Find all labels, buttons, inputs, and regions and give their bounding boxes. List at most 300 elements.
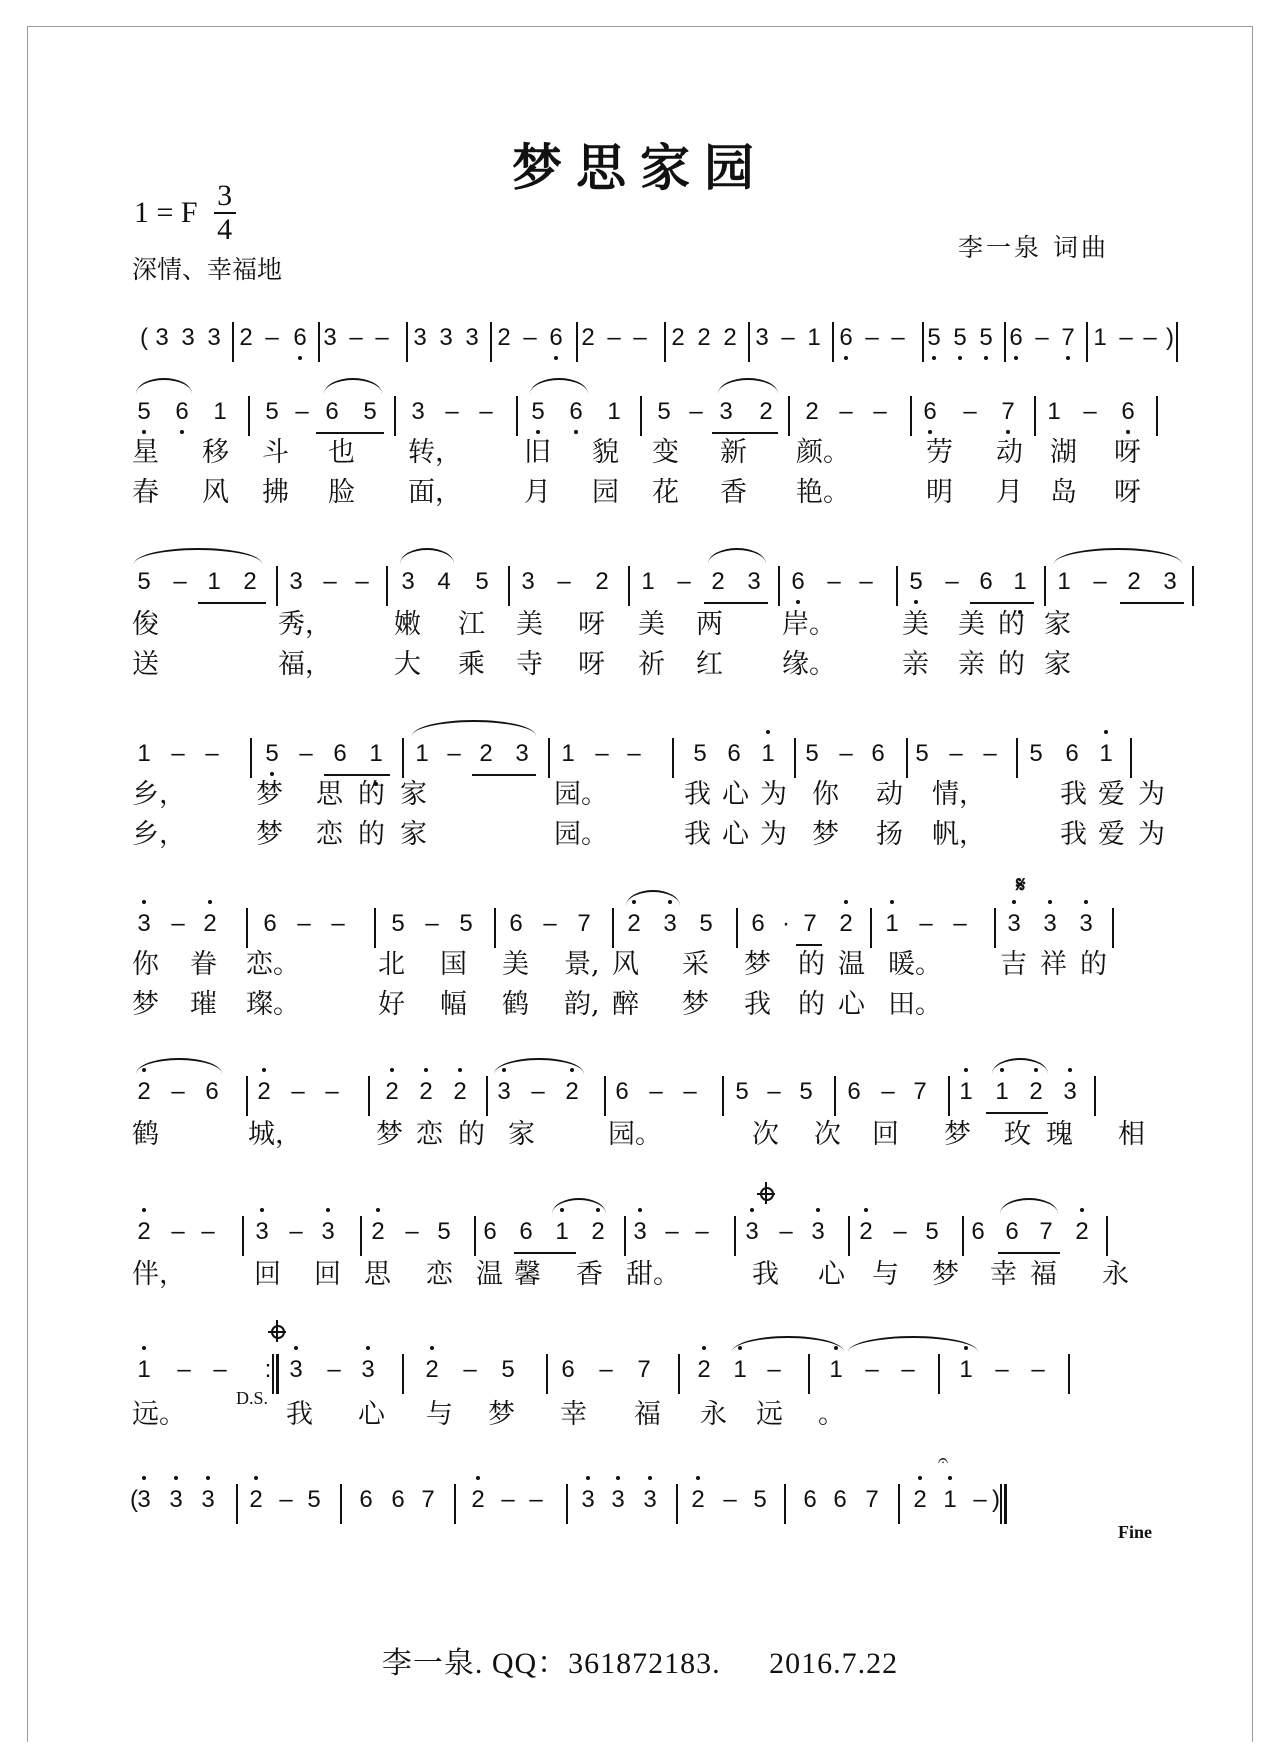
bar-line — [788, 396, 790, 436]
song-title: 梦思家园 — [512, 138, 768, 197]
note: 5 — [948, 318, 972, 358]
note: 3 — [606, 1480, 630, 1520]
lyric-syllable: 乡， — [132, 819, 186, 850]
note: 3 — [401, 568, 415, 595]
note: 5 — [974, 318, 998, 358]
lyric-syllable: 璀 — [190, 989, 217, 1020]
bar-line — [870, 908, 872, 948]
bar-line — [242, 1216, 244, 1256]
lyric-syllable: 动 — [996, 437, 1023, 468]
notation-symbol: – — [1083, 398, 1097, 425]
eighth-note-beam — [998, 1252, 1060, 1254]
lyric-syllable: 呀 — [578, 609, 605, 640]
lyric-syllable: 为 — [1138, 779, 1165, 810]
bar-line — [906, 738, 908, 778]
lyric-syllable: 的 — [1080, 949, 1107, 980]
bar-line — [1192, 566, 1194, 606]
note: 3 — [806, 1212, 830, 1252]
lyric-syllable: 北 — [378, 949, 405, 980]
notation-symbol: – — [865, 1356, 879, 1383]
note: 2 — [834, 904, 858, 944]
eighth-note-beam — [514, 1252, 576, 1254]
notation-symbol: – — [213, 1356, 227, 1383]
octave-up-dot — [750, 1208, 754, 1212]
note: 6 — [170, 392, 194, 432]
lyric-syllable: 的 — [458, 1119, 485, 1150]
note: 3 — [181, 324, 195, 351]
octave-down-dot — [844, 356, 848, 360]
lyric-syllable: 美 — [638, 609, 665, 640]
notation-symbol: – — [677, 568, 691, 595]
lyric-syllable: 家 — [400, 819, 427, 850]
note: 2 — [805, 398, 819, 425]
note: 2 — [244, 1480, 268, 1520]
lyric-syllable: 幸 — [990, 1259, 1017, 1290]
eighth-note-beam — [796, 944, 822, 946]
lyric-syllable: 岸。 — [782, 609, 836, 640]
notation-symbol: – — [425, 910, 439, 937]
note: 5 — [437, 1218, 451, 1245]
note: 2 — [622, 904, 646, 944]
octave-up-dot — [142, 1208, 146, 1212]
notation-symbol: – — [355, 568, 369, 595]
composer-credit: 李一泉 词曲 — [958, 233, 1109, 262]
notation-symbol: – — [171, 1078, 185, 1105]
notation-symbol: ( — [140, 324, 148, 351]
bar-line — [276, 566, 278, 606]
lyric-syllable: 我 — [744, 989, 771, 1020]
note: 2 — [759, 398, 773, 425]
bar-line — [736, 908, 738, 948]
note: 6 — [325, 398, 339, 425]
note: 3 — [207, 324, 221, 351]
octave-up-dot — [458, 1068, 462, 1072]
note: 1 — [415, 740, 429, 767]
notation-symbol: – — [695, 1218, 709, 1245]
bar-line — [546, 1354, 548, 1394]
lyric-syllable: 我 — [684, 779, 711, 810]
lyric-syllable: 风 — [202, 477, 229, 508]
bar-line — [250, 738, 252, 778]
eighth-note-beam — [712, 432, 778, 434]
octave-down-dot — [1006, 430, 1010, 434]
bar-line — [678, 1354, 680, 1394]
lyric-syllable: 梦 — [682, 989, 709, 1020]
notation-symbol: – — [839, 740, 853, 767]
lyric-syllable: 为 — [1138, 819, 1165, 850]
lyric-syllable: 园。 — [554, 819, 608, 850]
note: 6 — [751, 910, 765, 937]
note: 1 — [550, 1212, 574, 1252]
note: 3 — [1058, 1072, 1082, 1112]
note: 7 — [577, 910, 591, 937]
note: 5 — [799, 1078, 813, 1105]
notation-symbol: – — [297, 910, 311, 937]
note: 3 — [465, 324, 479, 351]
lyric-syllable: 梦 — [256, 779, 283, 810]
note: 5 — [526, 392, 550, 432]
bar-line — [486, 1076, 488, 1116]
bar-line — [474, 1216, 476, 1256]
octave-up-dot — [174, 1476, 178, 1480]
bar-line — [516, 396, 518, 436]
octave-up-dot — [648, 1476, 652, 1480]
note: 3 — [576, 1480, 600, 1520]
note: 1 — [207, 568, 221, 595]
lyric-syllable: 福 — [634, 1399, 661, 1430]
note: 5 — [459, 910, 473, 937]
bar-line — [778, 566, 780, 606]
bar-line — [734, 1216, 736, 1256]
lyric-syllable: 园。 — [608, 1119, 662, 1150]
note: 6 — [359, 1486, 373, 1513]
lyric-syllable: 眷 — [190, 949, 217, 980]
notation-symbol: – — [891, 324, 905, 351]
note: 2 — [581, 324, 595, 351]
octave-down-dot — [796, 600, 800, 604]
notation-symbol: – — [781, 324, 795, 351]
notation-symbol: – — [171, 910, 185, 937]
bar-line — [1130, 738, 1132, 778]
notation-symbol: – — [445, 398, 459, 425]
note: 6 — [979, 568, 993, 595]
notation-row — [132, 562, 1177, 602]
lyric-syllable: 送 — [132, 649, 159, 680]
lyric-syllable: 明 — [926, 477, 953, 508]
lyric-syllable: 温 — [476, 1259, 503, 1290]
note: 6 — [615, 1078, 629, 1105]
notation-symbol: · — [782, 910, 790, 937]
lyric-syllable: 动 — [876, 779, 903, 810]
notation-symbol: – — [323, 568, 337, 595]
bar-line — [246, 908, 248, 948]
fermata-icon: 𝄐 — [938, 1450, 949, 1470]
lyric-syllable: 大 — [394, 649, 421, 680]
lyric-syllable: 福 — [1030, 1259, 1057, 1290]
lyric-syllable: 也 — [328, 437, 355, 468]
notation-symbol: – — [873, 398, 887, 425]
lyric-syllable: 我 — [752, 1259, 779, 1290]
note: 5 — [391, 910, 405, 937]
octave-up-dot — [142, 1346, 146, 1350]
notation-symbol: : — [264, 1356, 272, 1383]
lyric-syllable: 扬 — [876, 819, 903, 850]
lyric-syllable: 俊 — [132, 609, 159, 640]
note: 3 — [132, 1480, 156, 1520]
octave-up-dot — [262, 1068, 266, 1072]
note: 3 — [638, 1480, 662, 1520]
bar-line — [722, 1076, 724, 1116]
lyric-syllable: 与 — [426, 1399, 453, 1430]
note: 2 — [671, 324, 685, 351]
note: 5 — [265, 398, 279, 425]
segno-mark: 𝄋 — [1016, 872, 1026, 897]
note: 1 — [213, 398, 227, 425]
lyric-syllable: 永 — [700, 1399, 727, 1430]
notation-symbol: – — [827, 568, 841, 595]
octave-up-dot — [844, 900, 848, 904]
notation-symbol: – — [595, 740, 609, 767]
note: 2 — [243, 568, 257, 595]
lyric-syllable: 心 — [722, 779, 749, 810]
note: 1 — [728, 1350, 752, 1390]
note: 2 — [414, 1072, 438, 1112]
lyric-syllable: 梦 — [488, 1399, 515, 1430]
note: 7 — [637, 1356, 651, 1383]
notation-symbol: – — [375, 324, 389, 351]
note: 3 — [289, 568, 303, 595]
octave-up-dot — [864, 1208, 868, 1212]
note: 2 — [697, 324, 711, 351]
octave-down-dot — [984, 356, 988, 360]
notation-symbol: – — [723, 1486, 737, 1513]
bar-line — [676, 1484, 678, 1524]
octave-down-dot — [270, 772, 274, 776]
bar-line — [1112, 908, 1114, 948]
lyric-syllable: 鹤 — [502, 989, 529, 1020]
note: 6 — [333, 740, 347, 767]
lyric-syllable: 家 — [508, 1119, 535, 1150]
bar-line — [340, 1484, 342, 1524]
octave-down-dot — [180, 430, 184, 434]
note: 3 — [413, 324, 427, 351]
octave-up-dot — [476, 1476, 480, 1480]
octave-up-dot — [766, 730, 770, 734]
double-bar-line — [272, 1354, 279, 1394]
notation-symbol: – — [463, 1356, 477, 1383]
octave-up-dot — [366, 1346, 370, 1350]
note: 5 — [475, 568, 489, 595]
note: 2 — [466, 1480, 490, 1520]
bar-line — [612, 908, 614, 948]
lyric-syllable: 次 — [814, 1119, 841, 1150]
octave-up-dot — [616, 1476, 620, 1480]
note: 5 — [260, 734, 284, 774]
note: 5 — [363, 398, 377, 425]
bar-line — [454, 1484, 456, 1524]
note: 6 — [971, 1218, 985, 1245]
intro-notation-row — [132, 318, 1174, 358]
lyric-syllable: 两 — [696, 609, 723, 640]
note: 6 — [509, 910, 523, 937]
note: 2 — [586, 1212, 610, 1252]
notation-row — [132, 734, 1162, 774]
notation-symbol: – — [201, 1218, 215, 1245]
lyric-syllable: 景, — [564, 949, 600, 980]
notation-symbol: – — [289, 1218, 303, 1245]
octave-up-dot — [816, 1208, 820, 1212]
note: 2 — [448, 1072, 472, 1112]
notation-symbol: – — [949, 740, 963, 767]
notation-symbol: – — [1119, 324, 1133, 351]
notation-symbol: – — [205, 740, 219, 767]
date: 2016.7.22 — [769, 1647, 899, 1680]
notation-symbol: ( — [130, 1486, 138, 1513]
lyric-syllable: 国 — [440, 949, 467, 980]
notation-row — [132, 1350, 1162, 1390]
notation-symbol: – — [173, 568, 187, 595]
note: 2 — [366, 1212, 390, 1252]
notation-symbol: – — [325, 1078, 339, 1105]
notation-symbol: ) — [992, 1486, 1000, 1513]
note: 3 — [439, 324, 453, 351]
coda-icon — [268, 1322, 286, 1340]
fine-mark: Fine — [1118, 1522, 1152, 1542]
octave-down-dot — [574, 430, 578, 434]
octave-up-dot — [1048, 900, 1052, 904]
bar-line — [938, 1354, 940, 1394]
octave-up-dot — [376, 1208, 380, 1212]
notation-symbol: – — [881, 1078, 895, 1105]
notation-symbol: – — [893, 1218, 907, 1245]
lyric-syllable: 爱 — [1098, 819, 1125, 850]
octave-up-dot — [1068, 1068, 1072, 1072]
lyric-syllable: 的 — [358, 819, 385, 850]
lyric-syllable: 呀 — [578, 649, 605, 680]
octave-up-dot — [254, 1476, 258, 1480]
notation-symbol: – — [901, 1356, 915, 1383]
note: 5 — [904, 562, 928, 602]
lyric-syllable: 拂 — [262, 477, 289, 508]
lyric-syllable: 回 — [872, 1119, 899, 1150]
notation-symbol: – — [627, 740, 641, 767]
octave-down-dot — [142, 430, 146, 434]
octave-down-dot — [1126, 430, 1130, 434]
note: 3 — [250, 1212, 274, 1252]
octave-up-dot — [1012, 900, 1016, 904]
lyric-syllable: 劳 — [926, 437, 953, 468]
bar-line — [1044, 566, 1046, 606]
note: 1 — [1008, 562, 1032, 602]
key-and-time-signature — [134, 180, 236, 246]
octave-up-dot — [918, 1476, 922, 1480]
note: 5 — [1029, 740, 1043, 767]
note: 3 — [755, 324, 769, 351]
lyric-syllable: 我 — [684, 819, 711, 850]
bar-line — [672, 738, 674, 778]
octave-down-dot — [536, 430, 540, 434]
notation-symbol: – — [779, 1218, 793, 1245]
lyric-syllable: 醉 — [612, 989, 639, 1020]
note: 3 — [316, 1212, 340, 1252]
author-contact: 李一泉. QQ：361872183. — [381, 1647, 721, 1680]
notation-symbol: – — [295, 398, 309, 425]
lyric-syllable: 梦 — [812, 819, 839, 850]
lyric-syllable: 梦 — [376, 1119, 403, 1150]
note: 3 — [155, 324, 169, 351]
bar-line — [494, 908, 496, 948]
note: 2 — [132, 1212, 156, 1252]
lyric-syllable: 呀 — [1114, 437, 1141, 468]
lyric-syllable: 瑰 — [1046, 1119, 1073, 1150]
lyric-syllable: 乘 — [458, 649, 485, 680]
bar-line — [236, 1484, 238, 1524]
lyric-syllable: 我 — [1060, 819, 1087, 850]
notation-symbol: – — [279, 1486, 293, 1513]
octave-up-dot — [1080, 1208, 1084, 1212]
lyric-syllable: 我 — [286, 1399, 313, 1430]
lyric-syllable: 家 — [400, 779, 427, 810]
notation-symbol: – — [523, 324, 537, 351]
octave-down-dot — [554, 356, 558, 360]
note: 5 — [735, 1078, 749, 1105]
note: 7 — [1056, 318, 1080, 358]
notation-symbol: – — [953, 910, 967, 937]
lyric-syllable: 红 — [696, 649, 723, 680]
lyric-syllable: 寺 — [516, 649, 543, 680]
bar-line — [402, 1354, 404, 1394]
note: 1 — [641, 568, 655, 595]
lyric-syllable: 脸 — [328, 477, 355, 508]
bar-line — [910, 396, 912, 436]
lyric-syllable: 的 — [998, 649, 1025, 680]
note: 6 — [391, 1486, 405, 1513]
notation-symbol: – — [543, 910, 557, 937]
note: 6 — [263, 910, 277, 937]
lyric-syllable: 梦 — [256, 819, 283, 850]
notation-symbol: – — [689, 398, 703, 425]
notation-symbol: – — [995, 1356, 1009, 1383]
note: 5 — [699, 910, 713, 937]
lyric-syllable: 美 — [502, 949, 529, 980]
lyric-syllable: 好 — [378, 989, 405, 1020]
note: 7 — [421, 1486, 435, 1513]
note: 2 — [132, 1072, 156, 1112]
octave-up-dot — [206, 1476, 210, 1480]
lyric-syllable: 香 — [576, 1259, 603, 1290]
notation-symbol: – — [665, 1218, 679, 1245]
double-bar-line — [1000, 1484, 1007, 1524]
note: 2 — [1024, 1072, 1048, 1112]
lyric-syllable: 为 — [760, 779, 787, 810]
lyric-syllable: 月 — [524, 477, 551, 508]
note: 3 — [719, 398, 733, 425]
note: 6 — [727, 740, 741, 767]
lyric-syllable: 美 — [902, 609, 929, 640]
note: 6 — [847, 1078, 861, 1105]
note: 5 — [132, 392, 156, 432]
bar-line — [640, 396, 642, 436]
lyric-syllable: 面， — [408, 477, 462, 508]
lyric-syllable: 吉 — [1000, 949, 1027, 980]
note: 3 — [1002, 904, 1026, 944]
lyric-syllable: 梦 — [132, 989, 159, 1020]
bar-line — [360, 1216, 362, 1256]
lyric-syllable: 暖。 — [888, 949, 942, 980]
note: 6 — [834, 318, 858, 358]
note: 2 — [252, 1072, 276, 1112]
eighth-note-beam — [324, 774, 390, 776]
notation-symbol: – — [839, 398, 853, 425]
note: 6 — [483, 1218, 497, 1245]
lyric-syllable: 你 — [132, 949, 159, 980]
note: 7 — [1039, 1218, 1053, 1245]
note: 3 — [740, 1212, 764, 1252]
note: 1 — [824, 1350, 848, 1390]
note: 3 — [521, 568, 535, 595]
note: 3 — [132, 904, 156, 944]
lyric-syllable: 恋 — [416, 1119, 443, 1150]
lyric-syllable: 伴， — [132, 1259, 186, 1290]
bar-line — [402, 738, 404, 778]
eighth-note-beam — [472, 774, 536, 776]
bar-line — [948, 1076, 950, 1116]
note: 6 — [871, 740, 885, 767]
notation-symbol: – — [265, 324, 279, 351]
lyric-syllable: 的 — [798, 949, 825, 980]
note: 6 — [288, 318, 312, 358]
lyric-syllable: 帆， — [932, 819, 986, 850]
